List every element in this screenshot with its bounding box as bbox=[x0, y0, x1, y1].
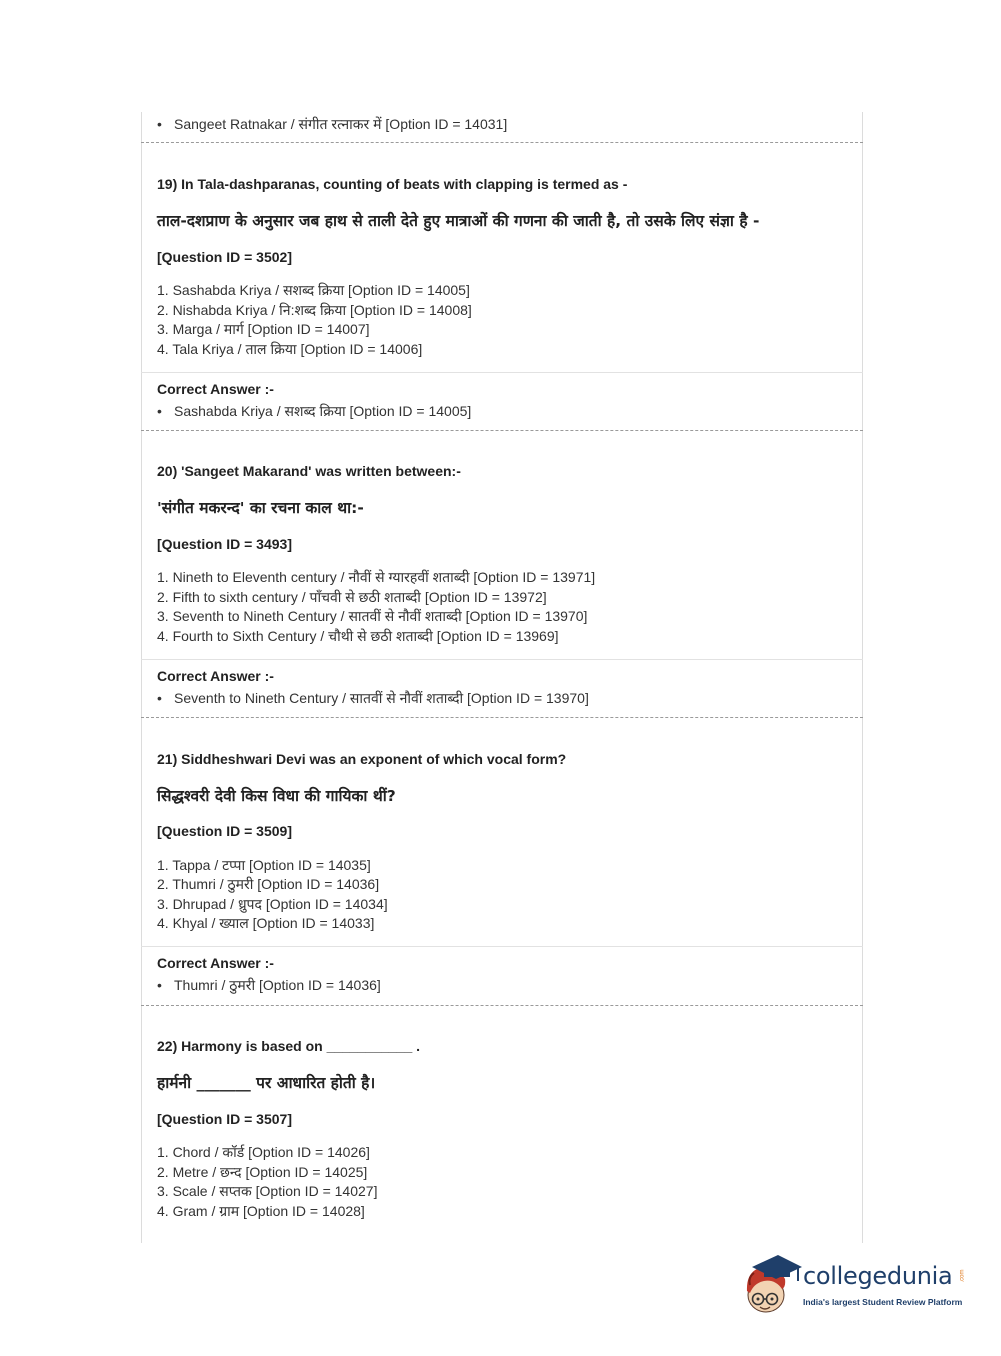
question-id: [Question ID = 3493] bbox=[157, 536, 292, 552]
option-item: 1. Sashabda Kriya / सशब्द क्रिया [Option ID = 14005] bbox=[157, 282, 470, 298]
question-title: 20) 'Sangeet Makarand' was written between:- bbox=[157, 463, 461, 479]
option-item: 2. Thumri / ठुमरी [Option ID = 14036] bbox=[157, 876, 380, 892]
prev-correct-answer: • Sangeet Ratnakar / संगीत रत्नाकर में [Option ID = 14031] bbox=[157, 116, 508, 132]
option-item: 2. Metre / छन्द [Option ID = 14025] bbox=[157, 1164, 368, 1180]
divider bbox=[141, 946, 863, 947]
option-item: 1. Nineth to Eleventh century / नौवीं से ग्यारहवीं शताब्दी [Option ID = 13971] bbox=[157, 569, 596, 585]
option-item: 1. Chord / कॉर्ड [Option ID = 14026] bbox=[157, 1144, 370, 1160]
option-item: 3. Marga / मार्ग [Option ID = 14007] bbox=[157, 321, 370, 337]
correct-answer-label: Correct Answer :- bbox=[157, 381, 274, 397]
option-item: 3. Seventh to Nineth Century / सातवीं से नौवीं शताब्दी [Option ID = 13970] bbox=[157, 608, 588, 624]
question-title-hindi: हार्मनी _______ पर आधारित होती है। bbox=[157, 1074, 376, 1092]
option-item: 3. Scale / सप्तक [Option ID = 14027] bbox=[157, 1183, 378, 1199]
separator bbox=[141, 1005, 863, 1006]
option-item: 4. Fourth to Sixth Century / चौथी से छठी शताब्दी [Option ID = 13969] bbox=[157, 628, 559, 644]
logo-tagline: India's largest Student Review Platform bbox=[803, 1297, 963, 1307]
question-title-hindi: सिद्धश्वरी देवी किस विधा की गायिका थीं? bbox=[157, 787, 396, 805]
divider bbox=[141, 372, 863, 373]
correct-answer: • Seventh to Nineth Century / सातवीं से नौवीं शताब्दी [Option ID = 13970] bbox=[157, 690, 589, 706]
divider bbox=[141, 659, 863, 660]
option-item: 4. Khyal / ख्याल [Option ID = 14033] bbox=[157, 915, 375, 931]
separator bbox=[141, 717, 863, 718]
option-item: 2. Nishabda Kriya / नि:शब्द क्रिया [Option ID = 14008] bbox=[157, 302, 472, 318]
question-title-hindi: 'संगीत मकरन्द' का रचना काल था:- bbox=[157, 499, 364, 517]
separator bbox=[141, 430, 863, 431]
separator bbox=[141, 142, 863, 143]
option-item: 2. Fifth to sixth century / पाँचवी से छठी शताब्दी [Option ID = 13972] bbox=[157, 589, 547, 605]
mascot-icon bbox=[742, 1249, 802, 1319]
correct-answer-label: Correct Answer :- bbox=[157, 955, 274, 971]
option-item: 4. Gram / ग्राम [Option ID = 14028] bbox=[157, 1203, 365, 1219]
logo-domain: .com bbox=[959, 1269, 966, 1283]
correct-answer: • Sashabda Kriya / सशब्द क्रिया [Option ID = 14005] bbox=[157, 403, 472, 419]
option-item: 4. Tala Kriya / ताल क्रिया [Option ID = 14006] bbox=[157, 341, 423, 357]
question-title-hindi: ताल-दशप्राण के अनुसार जब हाथ से ताली देते हुए मात्राओं की गणना की जाती है, तो उसके लिए संज्ञा है - bbox=[157, 212, 760, 230]
question-id: [Question ID = 3502] bbox=[157, 249, 292, 265]
question-title: 22) Harmony is based on ___________ . bbox=[157, 1038, 421, 1054]
option-item: 3. Dhrupad / ध्रुपद [Option ID = 14034] bbox=[157, 896, 388, 912]
option-item: 1. Tappa / टप्पा [Option ID = 14035] bbox=[157, 857, 371, 873]
correct-answer: • Thumri / ठुमरी [Option ID = 14036] bbox=[157, 977, 381, 993]
question-id: [Question ID = 3507] bbox=[157, 1111, 292, 1127]
question-title: 21) Siddheshwari Devi was an exponent of which vocal form? bbox=[157, 751, 567, 767]
question-title: 19) In Tala-dashparanas, counting of beats with clapping is termed as - bbox=[157, 176, 628, 192]
logo-wordmark: collegedunia bbox=[803, 1262, 953, 1290]
correct-answer-label: Correct Answer :- bbox=[157, 668, 274, 684]
question-id: [Question ID = 3509] bbox=[157, 823, 292, 839]
